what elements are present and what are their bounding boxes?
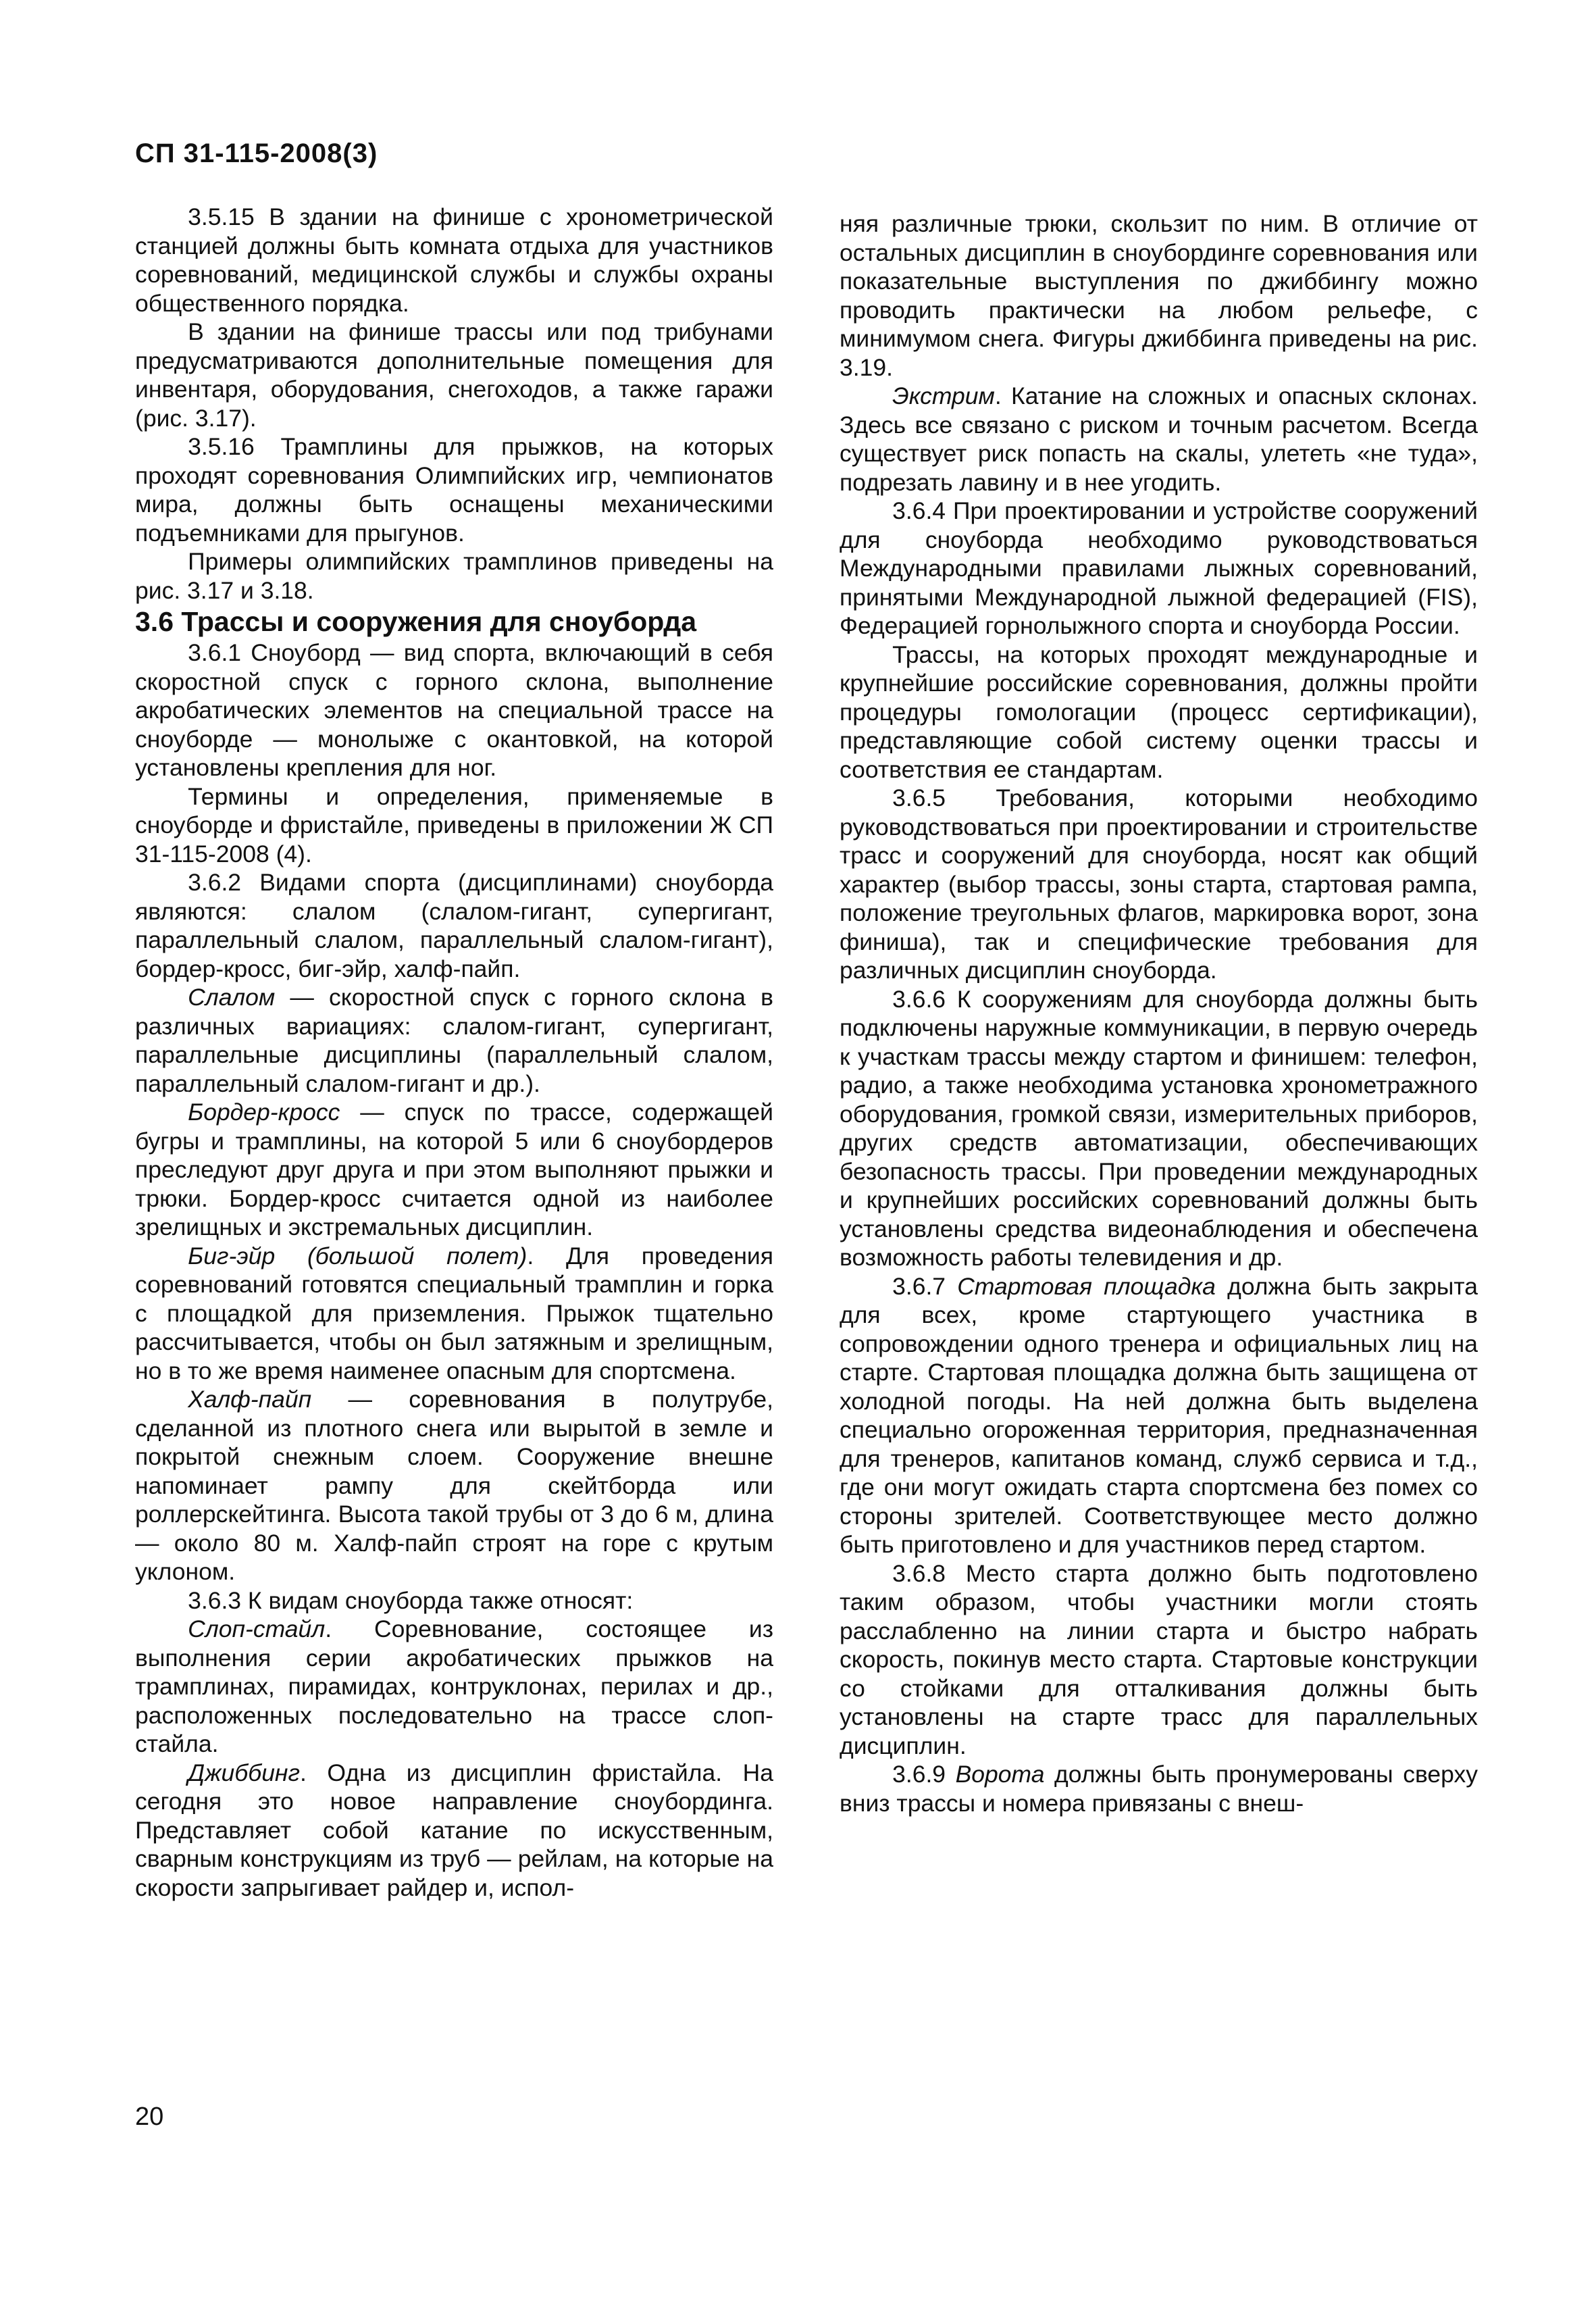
clause-number: 3.6.7 — [892, 1272, 958, 1300]
definition-text: — скоростной спуск с горного склона в различных вариациях: слалом-гигант, супергигант, параллельные дисциплины (параллельный слалом, параллельный слалом-гигант и др.). — [135, 984, 773, 1097]
document-code-header: СП 31-115-2008(3) — [135, 139, 378, 168]
definition-paragraph — [135, 1385, 773, 1586]
paragraph: 3.6.6 К сооружениям для сноуборда должны быть подключены наружные коммуникации, в первую очередь к участкам трассы между стартом и финишем: телефон, радио, а также необходима установка хронометражного оборудования, громкой связи, измерительных приборов, других средств автоматизации, обеспечивающих безопасность трассы. При проведении международных и крупнейших российских соревнований должны быть установлены средства видеонаблюдения и обеспечена возможность работы телевидения и др. — [840, 985, 1478, 1271]
paragraph: 3.6.3 К видам сноуборда также относят: — [188, 1586, 634, 1614]
paragraph: няя различные трюки, скользит по ним. В отличие от остальных дисциплин в сноубординге соревнования или показательные выступления по джиббингу можно проводить практически на любом рельефе, с минимумом снега. Фигуры джиббинга приведены на рис. 3.19. — [840, 210, 1478, 381]
right-column — [840, 209, 1478, 1817]
definition-paragraph — [840, 1272, 1478, 1559]
paragraph: 3.6.1 Сноуборд — вид спорта, включающий в себя скоростной спуск с горного склона, выполнение акробатических элементов на специальной трассе на сноуборде — монолыже с окантовкой, на которой установлены крепления для ног. — [135, 639, 773, 781]
definition-paragraph — [135, 1098, 773, 1242]
definition-paragraph — [135, 1615, 773, 1759]
definition-text: должна быть закрыта для всех, кроме стартующего участника в сопровождении одного тренера и официальных лиц на старте. Стартовая площадка должна быть защищена от холодной погоды. На ней должна быть выделена специально огороженная территория, предназначенная для тренеров, капитанов команд, служб сервиса и т.д., где они могут ожидать старта спортсмена без помех со стороны зрителей. Соответствующее место должно быть приготовлено и для участников перед стартом. — [840, 1272, 1478, 1558]
definition-text: . Одна из дисциплин фристайла. На сегодня это новое направление сноубординга. Представляет собой катание по искусственным, сварным конструкциям из труб — рейлам, на которые на скорости запрыгивает райдер и, испол- — [135, 1759, 773, 1901]
section-heading: 3.6 Трассы и сооружения для сноуборда — [135, 606, 697, 637]
definition-text: — спуск по трассе, содержащей бугры и трамплины, на которой 5 или 6 сноубордеров преследуют друг друга и при этом выполняют прыжки и трюки. Бордер-кросс считается одной из наиболее зрелищных и экстремальных дисциплин. — [135, 1099, 773, 1240]
paragraph: 3.6.5 Требования, которыми необходимо руководствоваться при проектировании и строительстве трасс и сооружений для сноуборда, носят как общий характер (выбор трассы, зоны старта, стартовая рампа, положение треугольных флагов, маркировка ворот, зона финиша), так и специфические требования для различных дисциплин сноуборда. — [840, 784, 1478, 984]
term: Джиббинг — [188, 1759, 300, 1786]
left-column — [135, 203, 773, 1902]
definition-paragraph — [135, 983, 773, 1098]
definition-paragraph — [135, 1759, 773, 1903]
paragraph: В здании на финише трассы или под трибунами предусматриваются дополнительные помещения для инвентаря, оборудования, снегоходов, а также гаражи (рис. 3.17). — [135, 318, 773, 432]
definition-text: . Соревнование, состоящее из выполнения серии акробатических прыжков на трамплинах, пирамидах, контруклонах, перилах и др., расположенных последовательно на трассе слоп-стайла. — [135, 1615, 773, 1757]
definition-text: . Катание на сложных и опасных склонах. Здесь все связано с риском и точным расчетом. Всегда существует риск попасть на скалы, улететь «не туда», подрезать лавину и в нее угодить. — [840, 382, 1478, 496]
paragraph: 3.6.8 Место старта должно быть подготовлено таким образом, чтобы участники могли стоять расслабленно на линии старта и быстро набрать скорость, покинув место старта. Стартовые конструкции со стойками для отталкивания должны быть установлены на старте трасс для параллельных дисциплин. — [840, 1559, 1478, 1759]
paragraph: 3.6.2 Видами спорта (дисциплинами) сноуборда являются: слалом (слалом-гигант, супергигант, параллельный слалом, параллельный слалом-гигант), бордер-кросс, биг-эйр, халф-пайп. — [135, 869, 773, 982]
paragraph: 3.6.4 При проектировании и устройстве сооружений для сноуборда необходимо руководствоваться Международными правилами лыжных соревнований, принятыми Международной лыжной федерацией (FIS), Федерацией горнолыжного спорта и сноуборда России. — [840, 497, 1478, 639]
definition-text: . Для проведения соревнований готовятся специальный трамплин и горка с площадкой для приземления. Прыжок тщательно рассчитывается, чтобы он был затяжным и зрелищным, но в то же время наименее опасным для спортсмена. — [135, 1242, 773, 1384]
paragraph: Трассы, на которых проходят международные и крупнейшие российские соревнования, должны пройти процедуры гомологации (процесс сертификации), представляющие собой систему оценки трассы и соответствия ее стандартам. — [840, 640, 1478, 783]
term: Слалом — [188, 984, 276, 1011]
term: Экстрим — [892, 382, 995, 409]
term: Ворота — [955, 1761, 1045, 1788]
term: Стартовая площадка — [957, 1272, 1216, 1300]
definition-paragraph — [135, 1242, 773, 1386]
paragraph: 3.5.15 В здании на финише с хронометрической станцией должны быть комната отдыха для участников соревнований, медицинской службы и службы охраны общественного порядка. — [135, 203, 773, 317]
term: Халф-пайп — [188, 1386, 312, 1413]
definition-paragraph — [840, 382, 1478, 497]
definition-text: должны быть пронумерованы сверху вниз трассы и номера привязаны с внеш- — [840, 1761, 1478, 1817]
term: Слоп-стайл — [188, 1615, 326, 1642]
term: Бордер-кросс — [188, 1099, 340, 1126]
term: Биг-эйр (большой полет) — [188, 1242, 527, 1269]
paragraph: 3.5.16 Трамплины для прыжков, на которых проходят соревнования Олимпийских игр, чемпионатов мира, должны быть оснащены механическими подъемниками для прыгунов. — [135, 433, 773, 547]
clause-number: 3.6.9 — [892, 1761, 956, 1788]
paragraph: Примеры олимпийских трамплинов приведены на рис. 3.17 и 3.18. — [135, 548, 773, 604]
definition-text: — соревнования в полутрубе, сделанной из плотного снега или вырытой в земле и покрытой снежным слоем. Сооружение внешне напоминает рампу для скейтборда или роллерскейтинга. Высота такой трубы от 3 до 6 м, длина — около 80 м. Халф-пайп строят на горе с крутым уклоном. — [135, 1386, 773, 1585]
page-number: 20 — [135, 2103, 164, 2131]
definition-paragraph — [840, 1760, 1478, 1817]
paragraph: Термины и определения, применяемые в сноуборде и фристайле, приведены в приложении Ж СП 31-115-2008 (4). — [135, 782, 773, 867]
